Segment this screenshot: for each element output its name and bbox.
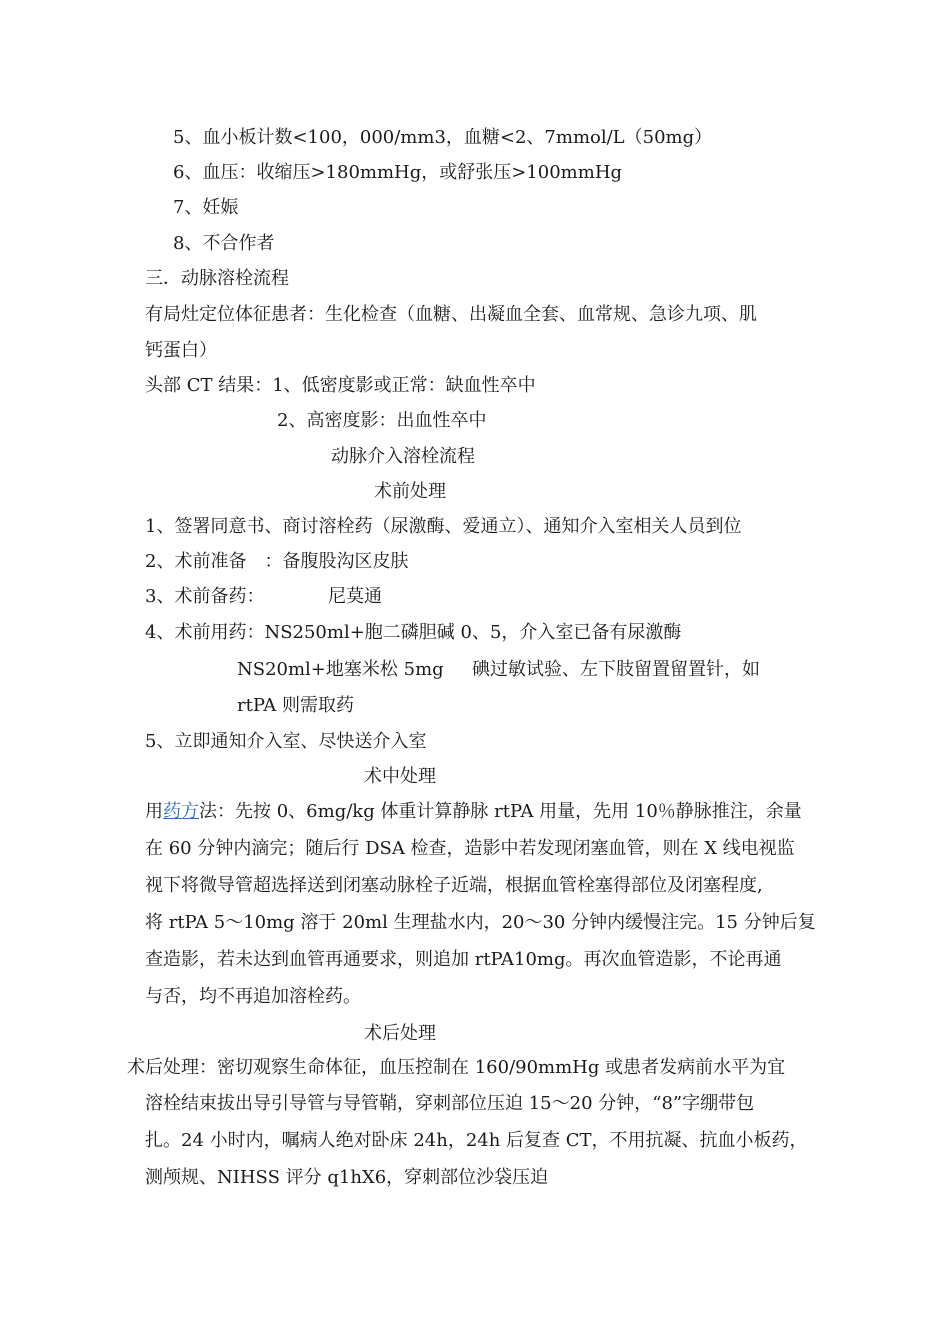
preop-step-4: 4、术前用药：NS250ml+胞二磷胆碱 0、5，介入室已备有尿激酶 — [145, 622, 682, 643]
intraop-line — [145, 800, 802, 824]
subheading-intraop: 术中处理 — [364, 766, 436, 787]
intraop-line: 在 60 分钟内滴完；随后行 DSA 检查，造影中若发现闭塞血管，则在 X 线电视监 — [145, 838, 795, 859]
subheading-preop: 术前处理 — [374, 481, 446, 502]
ct-result-line-2: 2、高密度影：出血性卒中 — [277, 410, 487, 431]
line-contraindication-6: 6、血压：收缩压>180mmHg，或舒张压>100mmHg — [173, 162, 623, 183]
paragraph-line: 有局灶定位体征患者：生化检查（血糖、出凝血全套、血常规、急诊九项、肌 — [145, 304, 757, 325]
intraop-line: 与否，均不再追加溶栓药。 — [145, 986, 361, 1007]
paragraph-line: 钙蛋白） — [145, 340, 217, 361]
postop-line: 扎。24 小时内，嘱病人绝对卧床 24h，24h 后复查 CT，不用抗凝、抗血小板药， — [145, 1130, 808, 1151]
section-heading-3: 三．动脉溶栓流程 — [145, 268, 289, 289]
preop-step-3-drug: 尼莫通 — [328, 586, 382, 607]
preop-step-4-cont-b: 碘过敏试验、左下肢留置留置针，如 — [472, 659, 760, 680]
intraop-line-start: 用 — [145, 801, 163, 822]
line-contraindication-5: 5、血小板计数<100，000/mm3，血糖<2、7mmol/L（50mg） — [173, 127, 713, 148]
intraop-line: 查造影，若未达到血管再通要求，则追加 rtPA10mg。再次血管造影，不论再通 — [145, 949, 782, 970]
postop-line: 溶栓结束拔出导引导管与导管鞘，穿刺部位压迫 15～20 分钟，“8”字绷带包 — [145, 1093, 755, 1114]
postop-line: 测颅规、NIHSS 评分 q1hX6，穿刺部位沙袋压迫 — [145, 1167, 549, 1188]
intraop-line-rest: 法：先按 0、6mg/kg 体重计算静脉 rtPA 用量，先用 10％静脉推注，余量 — [199, 801, 802, 822]
preop-step-4-cont-a: NS20ml+地塞米松 5mg — [237, 659, 444, 680]
intraop-line: 视下将微导管超选择送到闭塞动脉栓子近端，根据血管栓塞得部位及闭塞程度, — [145, 875, 763, 896]
preop-step-5: 5、立即通知介入室、尽快送介入室 — [145, 731, 427, 752]
line-contraindication-7: 7、妊娠 — [173, 197, 239, 218]
preop-step-2: 2、术前准备 ：备腹股沟区皮肤 — [145, 551, 409, 572]
preop-step-3-label: 3、术前备药： — [145, 586, 265, 607]
drug-method-link[interactable]: 药方 — [163, 801, 199, 822]
line-contraindication-8: 8、不合作者 — [173, 233, 275, 254]
subheading-arterial-flow: 动脉介入溶栓流程 — [331, 446, 475, 467]
intraop-line: 将 rtPA 5～10mg 溶于 20ml 生理盐水内，20～30 分钟内缓慢注完。15 分钟后复 — [145, 912, 816, 933]
preop-step-4-cont-c: rtPA 则需取药 — [237, 695, 355, 716]
subheading-postop: 术后处理 — [364, 1023, 436, 1044]
ct-result-line-1: 头部 CT 结果：1、低密度影或正常：缺血性卒中 — [145, 375, 536, 396]
postop-line: 术后处理：密切观察生命体征，血压控制在 160/90mmHg 或患者发病前水平为宜 — [127, 1057, 786, 1078]
preop-step-1: 1、签署同意书、商讨溶栓药（尿激酶、爱通立）、通知介入室相关人员到位 — [145, 516, 742, 537]
